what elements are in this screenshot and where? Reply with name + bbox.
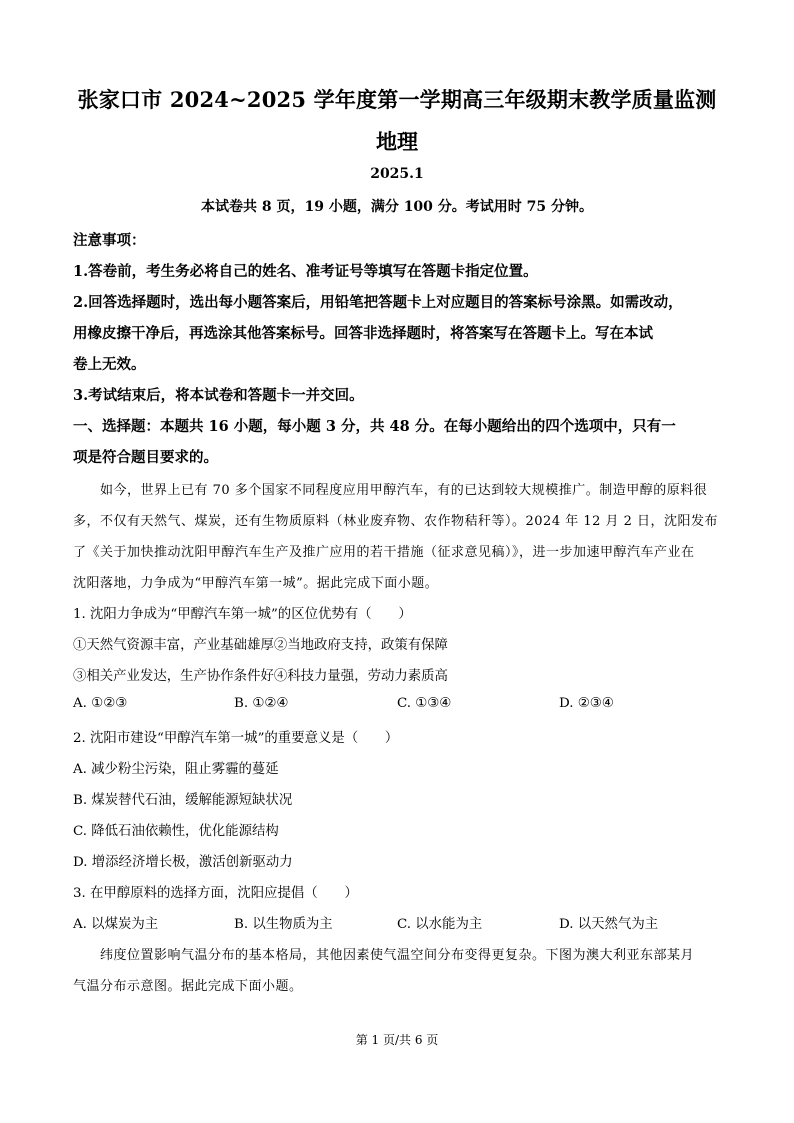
exam-summary: 本试卷共 8 页，19 小题，满分 100 分。考试用时 75 分钟。 [200, 199, 594, 215]
q1-statement-line-1: ①天然气资源丰富，产业基础雄厚②当地政府支持，政策有保障 [73, 638, 448, 653]
q1-option-d: D. ②③④ [559, 696, 614, 711]
notice-item-2-line-1: 2.回答选择题时，选出每小题答案后，用铅笔把答题卡上对应题目的答案标号涂黑。如需改动， [73, 294, 683, 311]
q2-stem: 2. 沈阳市建设“甲醇汽车第一城”的重要意义是（ ） [73, 731, 399, 746]
section-heading-line-1: 一、选择题：本题共 16 小题，每小题 3 分，共 48 分。在每小题给出的四个选项中，只有一 [73, 418, 676, 435]
notice-item-2-line-3: 卷上无效。 [73, 356, 146, 373]
exam-date: 2025.1 [370, 166, 424, 182]
passage1-line-3: 了《关于加快推动沈阳甲醇汽车生产及推广应用的若干措施（征求意见稿）》，进一步加速甲醇汽车产业在 [73, 545, 695, 560]
q1-stem: 1. 沈阳力争成为“甲醇汽车第一城”的区位优势有（ ） [73, 607, 412, 622]
q3-stem: 3. 在甲醇原料的选择方面，沈阳应提倡（ ） [73, 886, 358, 901]
notice-item-3: 3.考试结束后，将本试卷和答题卡一并交回。 [73, 387, 364, 404]
q2-option-b: B. 煤炭替代石油，缓解能源短缺状况 [73, 793, 293, 808]
section-heading-line-2: 项是符合题目要求的。 [73, 449, 218, 466]
q3-option-d: D. 以天然气为主 [559, 917, 659, 932]
passage1-line-4: 沈阳落地，力争成为“甲醇汽车第一城”。据此完成下面小题。 [73, 576, 439, 591]
q1-option-a: A. ①②③ [73, 696, 128, 711]
passage1-line-2: 多，不仅有天然气、煤炭，还有生物质原料（林业废弃物、农作物秸秆等）。2024 年 12 月 2 日，沈阳发布 [73, 514, 719, 529]
passage2-line-2: 气温分布示意图。据此完成下面小题。 [73, 979, 303, 994]
q2-option-c: C. 降低石油依赖性，优化能源结构 [73, 824, 279, 839]
notice-item-1: 1.答卷前，考生务必将自己的姓名、准考证号等填写在答题卡指定位置。 [73, 263, 538, 280]
q3-option-b: B. 以生物质为主 [234, 917, 333, 932]
exam-title: 张家口市 2024~2025 学年度第一学期高三年级期末教学质量监测 [77, 87, 717, 112]
q1-statement-line-2: ③相关产业发达，生产协作条件好④科技力量强，劳动力素质高 [73, 669, 448, 684]
q2-option-a: A. 减少粉尘污染，阻止雾霾的蔓延 [73, 762, 279, 777]
q1-option-c: C. ①③④ [397, 696, 452, 711]
q1-option-b: B. ①②④ [234, 696, 289, 711]
subject-title: 地理 [376, 129, 418, 154]
notice-heading: 注意事项： [73, 232, 146, 249]
passage2-line-1: 纬度位置影响气温分布的基本格局，其他因素使气温空间分布变得更复杂。下图为澳大利亚东部某月 [100, 948, 695, 963]
q3-option-a: A. 以煤炭为主 [73, 917, 159, 932]
passage1-line-1: 如今，世界上已有 70 多个国家不同程度应用甲醇汽车，有的已达到较大规模推广。制造甲醇的原料很 [100, 483, 708, 498]
q2-option-d: D. 增添经济增长极，激活创新驱动力 [73, 855, 293, 870]
q3-option-c: C. 以水能为主 [397, 917, 483, 932]
page-footer: 第 1 页/共 6 页 [355, 1033, 439, 1047]
notice-item-2-line-2: 用橡皮擦干净后，再选涂其他答案标号。回答非选择题时，将答案写在答题卡上。写在本试 [73, 325, 653, 342]
